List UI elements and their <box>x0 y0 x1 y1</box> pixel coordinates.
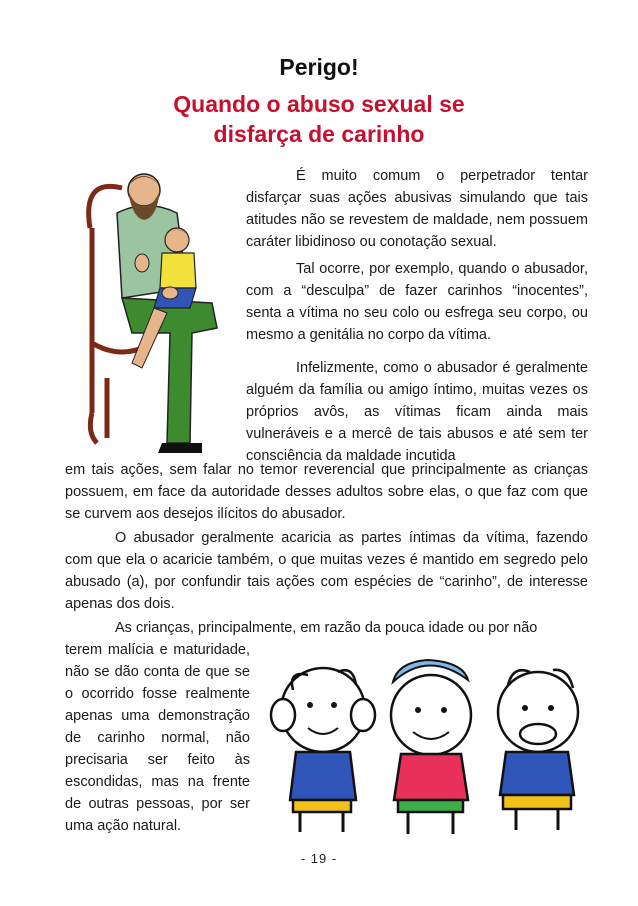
paragraph-3b: em tais ações, sem falar no temor reverencial que principalmente as crianças possuem, em face da autoridade desses adultos sobre elas, o que faz com que se curvem aos desejos ilícitos do abusador. <box>65 462 588 522</box>
page-number: - 19 - <box>300 851 338 866</box>
man-child-illustration <box>62 168 232 458</box>
page-title: Perigo! <box>279 54 359 80</box>
child-covering-mouth-icon <box>498 670 578 830</box>
page-subtitle <box>0 89 638 149</box>
paragraph-5b: terem malícia e maturidade, não se dão conta de que se o ocorrido fosse realmente apenas uma demonstração de carinho normal, não precisaria ser feito às escondidas, mas na frente de outras pessoas, por ser uma ação natural. <box>65 642 250 834</box>
child-covering-eyes-icon <box>391 660 471 834</box>
child-covering-ears-icon <box>271 668 375 832</box>
paragraph-5a: As crianças, principalmente, em razão da pouca idade ou por não <box>115 620 538 636</box>
paragraph-1: É muito comum o perpetrador tentar disfarçar suas ações abusivas simulando que tais atitudes não se revestem de maldade, nem possuem caráter libidinoso ou conotação sexual. <box>246 168 588 250</box>
subtitle-line-2: disfarça de carinho <box>213 121 425 147</box>
paragraph-3a: Infelizmente, como o abusador é geralmente alguém da família ou amigo íntimo, muitas vezes os próprios avôs, as vítimas ficam ainda mais vulneráveis e a mercê de tais abusos e até sem ter consciência da maldade incutida <box>246 360 588 464</box>
three-children-illustration <box>268 650 598 845</box>
paragraph-2: Tal ocorre, por exemplo, quando o abusador, com a “desculpa” de fazer carinhos “inocentes”, senta a vítima no seu colo ou esfrega seu corpo, ou mesmo a genitália no corpo da vítima. <box>246 261 588 343</box>
subtitle-line-1: Quando o abuso sexual se <box>173 91 465 117</box>
paragraph-4: O abusador geralmente acaricia as partes íntimas da vítima, fazendo com que ela o acaricie também, o que muitas vezes é mantido em segredo pelo abusado (a), por confundir tais ações com espécies de “carinho”, de interesse apenas dos dois. <box>65 530 588 612</box>
